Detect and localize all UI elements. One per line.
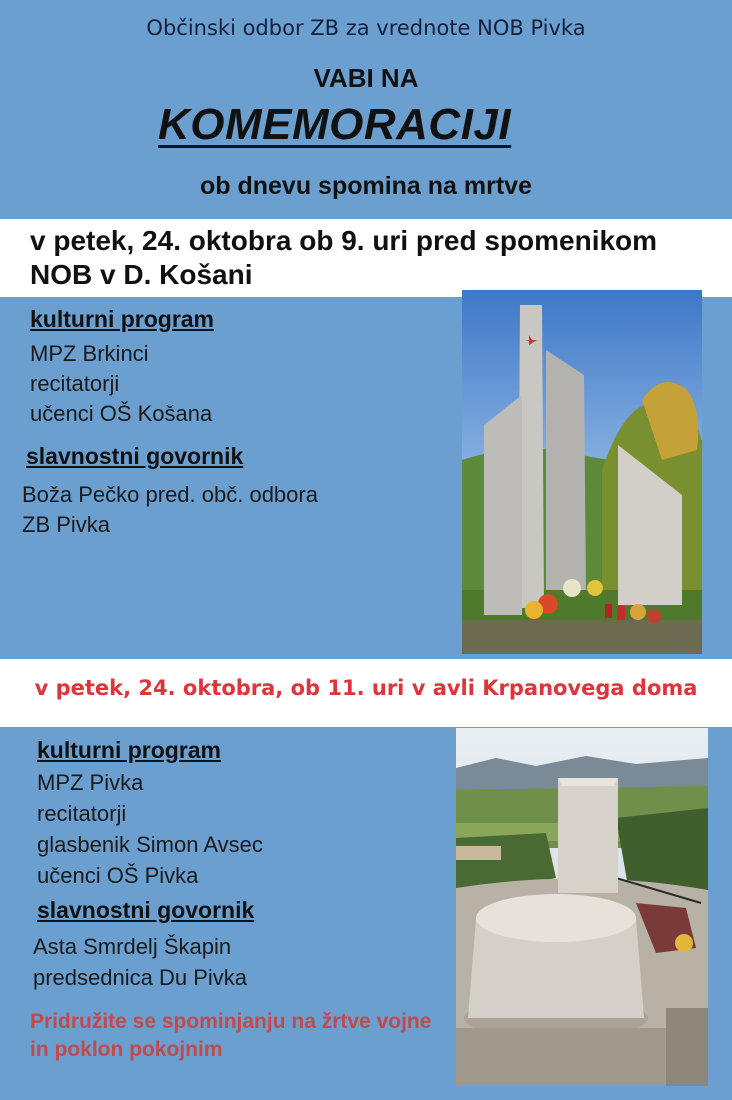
closing-message: Pridružite se spominjanju na žrtve vojne in poklon pokojnim (30, 1010, 432, 1061)
event2-program-heading: kulturni program (37, 737, 222, 763)
event1-program-heading: kulturni program (30, 306, 215, 332)
event-title: KOMEMORACIJI (158, 100, 512, 149)
event2-program-item: glasbenik Simon Avsec (37, 832, 263, 857)
event2-when-where: v petek, 24. oktobra, ob 11. uri v avli Krpanovega doma (34, 676, 698, 700)
event1-program-item: MPZ Brkinci (30, 341, 149, 366)
event2-program-item: recitatorji (37, 801, 127, 826)
event1-when-where: v petek, 24. oktobra ob 9. uri pred spomenikom NOB v D. Košani (30, 225, 658, 290)
organizer-title: Občinski odbor ZB za vrednote NOB Pivka (146, 16, 586, 40)
event2-speaker-line: Asta Smrdelj Škapin (33, 934, 232, 959)
event2-program-item: MPZ Pivka (37, 770, 144, 795)
event2-program-item: učenci OŠ Pivka (37, 863, 199, 888)
monument-photo-kosana (462, 290, 702, 654)
occasion-subtitle: ob dnevu spomina na mrtve (199, 172, 532, 200)
event2-speaker-heading: slavnostni govornik (37, 897, 255, 923)
event1-speaker-line: Boža Pečko pred. obč. odbora (22, 482, 318, 507)
invite-text: VABI NA (313, 63, 419, 93)
event2-speaker-line: predsednica Du Pivka (33, 965, 248, 990)
event1-program-item: učenci OŠ Košana (30, 401, 213, 426)
event1-speaker-line: ZB Pivka (22, 512, 111, 537)
memorial-photo-pivka (456, 728, 708, 1086)
event1-speaker-heading: slavnostni govornik (26, 443, 244, 469)
event1-program-item: recitatorji (30, 371, 120, 396)
